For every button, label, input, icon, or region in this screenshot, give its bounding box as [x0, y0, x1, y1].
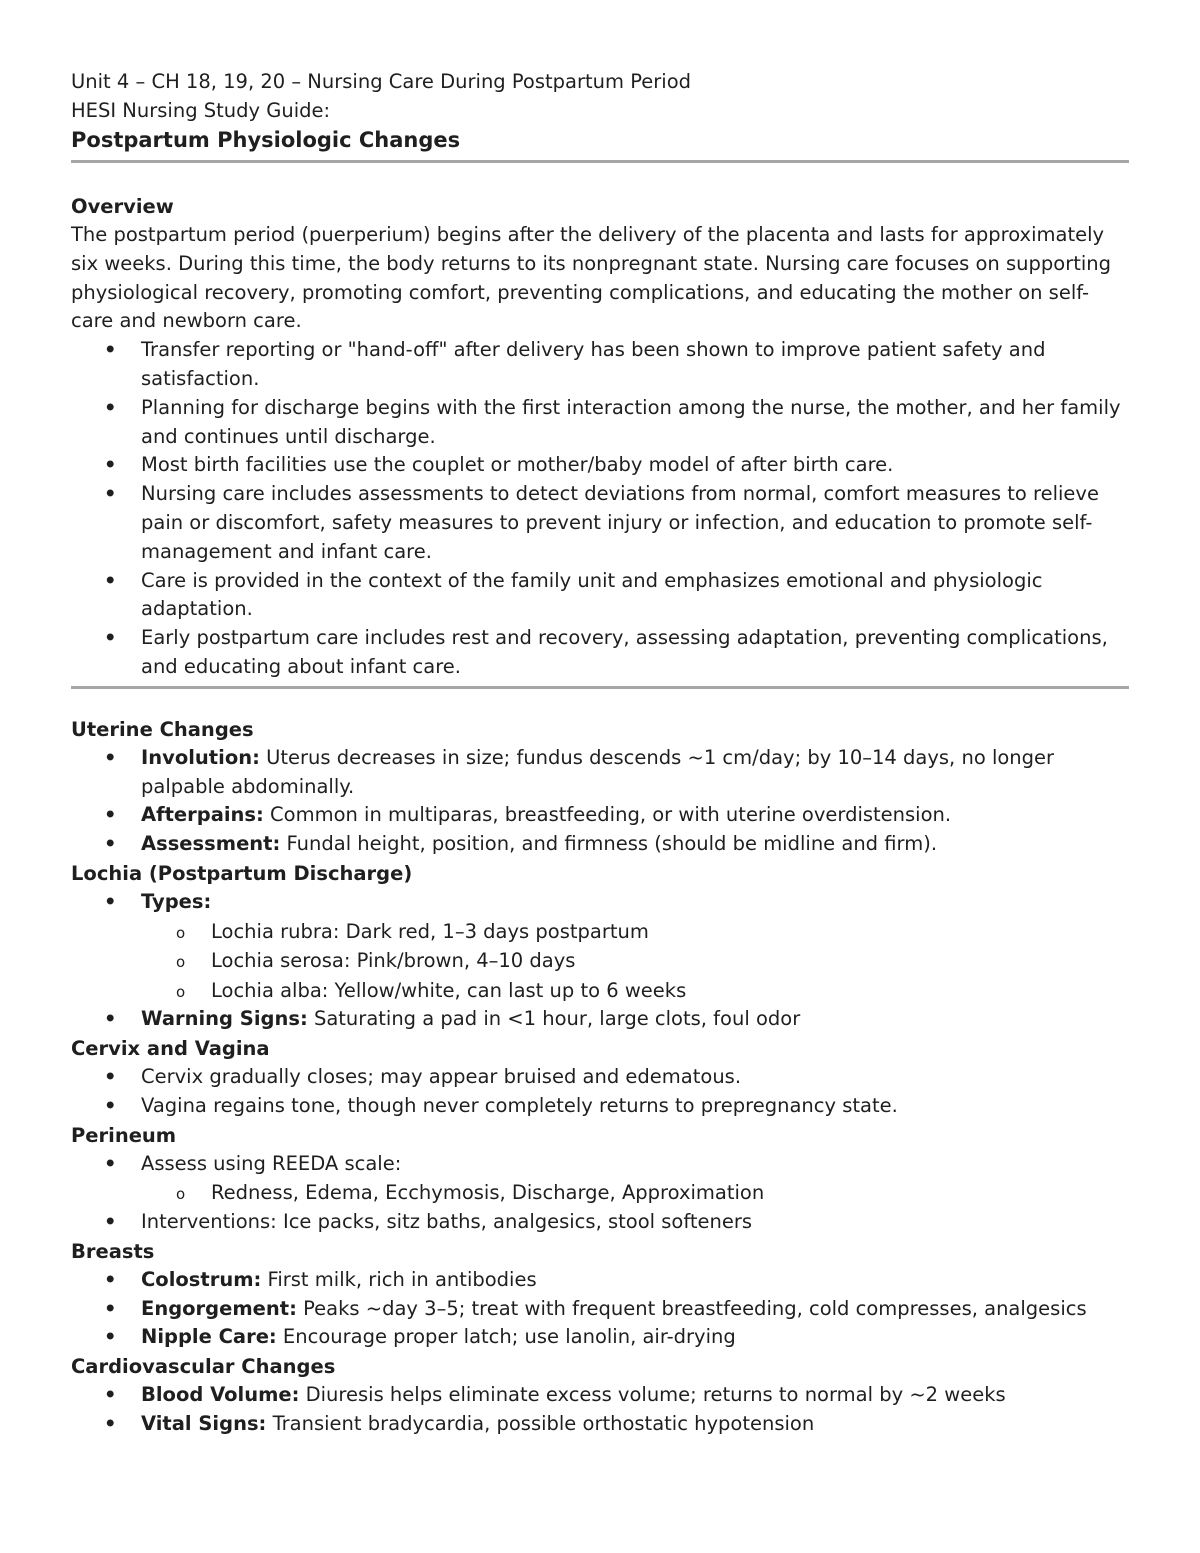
item-label: Involution:: [141, 745, 260, 769]
overview-divider: [71, 686, 1129, 689]
list-item: [71, 1005, 1129, 1034]
list-item: [71, 1323, 1129, 1352]
item-label: Afterpains:: [141, 803, 264, 827]
overview-list: [71, 336, 1129, 682]
item-text: Common in multiparas, breastfeeding, or with uterine overdistension.: [263, 803, 952, 827]
item-text: Encourage proper latch; use lanolin, air-drying: [276, 1325, 736, 1349]
title-divider: [71, 160, 1129, 163]
overview-heading: Overview: [71, 195, 174, 218]
sub-list-item: o Lochia rubra: Dark red, 1–3 days postpartum: [71, 917, 1129, 947]
item-text: Diuresis helps eliminate excess volume; returns to normal by ~2 weeks: [299, 1383, 1006, 1407]
list-item: [71, 801, 1129, 830]
item-label: Types:: [141, 889, 212, 913]
perineum-list: [71, 1150, 1129, 1179]
item-label: Nipple Care:: [141, 1325, 277, 1349]
uterine-list: [71, 744, 1129, 859]
list-item: • Most birth facilities use the couplet or mother/baby model of after birth care.: [71, 451, 1129, 480]
list-item: • Transfer reporting or "hand-off" after delivery has been shown to improve patient safety and satisfaction.: [71, 336, 1129, 394]
guide-line: HESI Nursing Study Guide:: [71, 99, 331, 122]
list-item: [71, 1295, 1129, 1324]
list-item: • Early postpartum care includes rest and recovery, assessing adaptation, preventing complications, and educating about infant care.: [71, 624, 1129, 682]
list-item: • Vagina regains tone, though never completely returns to prepregnancy state.: [71, 1092, 1129, 1121]
item-text: Saturating a pad in <1 hour, large clots, foul odor: [307, 1007, 801, 1031]
list-item: [71, 1410, 1129, 1439]
list-item: • Nursing care includes assessments to detect deviations from normal, comfort measures to relieve pain or discomfort, safety measures to prevent injury or infection, and education to promote self-management and infant care.: [71, 480, 1129, 566]
lochia-heading: Lochia (Postpartum Discharge): [71, 861, 413, 885]
perineum-interventions-list: [71, 1208, 1129, 1237]
item-text: Uterus decreases in size; fundus descends ~1 cm/day; by 10–14 days, no longer palpable abdominally.: [141, 745, 1055, 798]
list-item: • Cervix gradually closes; may appear bruised and edematous.: [71, 1063, 1129, 1092]
list-item: • Planning for discharge begins with the first interaction among the nurse, the mother, and her family and continues until discharge.: [71, 394, 1129, 452]
cervix-list: [71, 1063, 1129, 1121]
item-label: Blood Volume:: [141, 1383, 300, 1407]
perineum-heading: Perineum: [71, 1123, 177, 1147]
item-text: First milk, rich in antibodies: [261, 1267, 537, 1291]
uterine-heading: Uterine Changes: [71, 717, 254, 741]
reeda-list: [71, 1178, 1129, 1208]
list-item: [71, 830, 1129, 859]
list-item: [71, 1381, 1129, 1410]
list-item: [71, 1266, 1129, 1295]
lochia-warning-list: [71, 1005, 1129, 1034]
cardio-heading: Cardiovascular Changes: [71, 1355, 336, 1379]
cardio-list: [71, 1381, 1129, 1439]
item-text: Transient bradycardia, possible orthostatic hypotension: [266, 1411, 815, 1435]
item-label: Vital Signs:: [141, 1411, 267, 1435]
item-label: Engorgement:: [141, 1296, 297, 1320]
list-item: [71, 888, 1129, 917]
overview-paragraph: The postpartum period (puerperium) begins after the delivery of the placenta and lasts for approximately six weeks. During this time, the body returns to its nonpregnant state. Nursing care focuses on supporting physiological recovery, promoting comfort, preventing complications, and educating the mother on self-care and newborn care.: [71, 223, 1112, 333]
breasts-heading: Breasts: [71, 1239, 155, 1263]
cervix-heading: Cervix and Vagina: [71, 1037, 270, 1061]
sub-list-item: o Lochia alba: Yellow/white, can last up to 6 weeks: [71, 976, 1129, 1006]
document-page: [71, 67, 1129, 1439]
page-title: Postpartum Physiologic Changes: [71, 128, 461, 152]
list-item: [71, 744, 1129, 802]
list-item: • Interventions: Ice packs, sitz baths, analgesics, stool softeners: [71, 1208, 1129, 1237]
item-label: Colostrum:: [141, 1267, 262, 1291]
sub-list-item: o Redness, Edema, Ecchymosis, Discharge, Approximation: [71, 1178, 1129, 1208]
sub-list-item: o Lochia serosa: Pink/brown, 4–10 days: [71, 946, 1129, 976]
item-label: Warning Signs:: [141, 1007, 308, 1031]
lochia-list: [71, 888, 1129, 917]
list-item: • Care is provided in the context of the family unit and emphasizes emotional and physiologic adaptation.: [71, 567, 1129, 625]
list-item: • Assess using REEDA scale:: [71, 1150, 1129, 1179]
item-text: Fundal height, position, and firmness (should be midline and firm).: [280, 832, 938, 856]
item-text: Peaks ~day 3–5; treat with frequent breastfeeding, cold compresses, analgesics: [296, 1296, 1087, 1320]
unit-line: Unit 4 – CH 18, 19, 20 – Nursing Care During Postpartum Period: [71, 70, 692, 93]
breasts-list: [71, 1266, 1129, 1352]
item-label: Assessment:: [141, 832, 281, 856]
lochia-types-list: [71, 917, 1129, 1006]
